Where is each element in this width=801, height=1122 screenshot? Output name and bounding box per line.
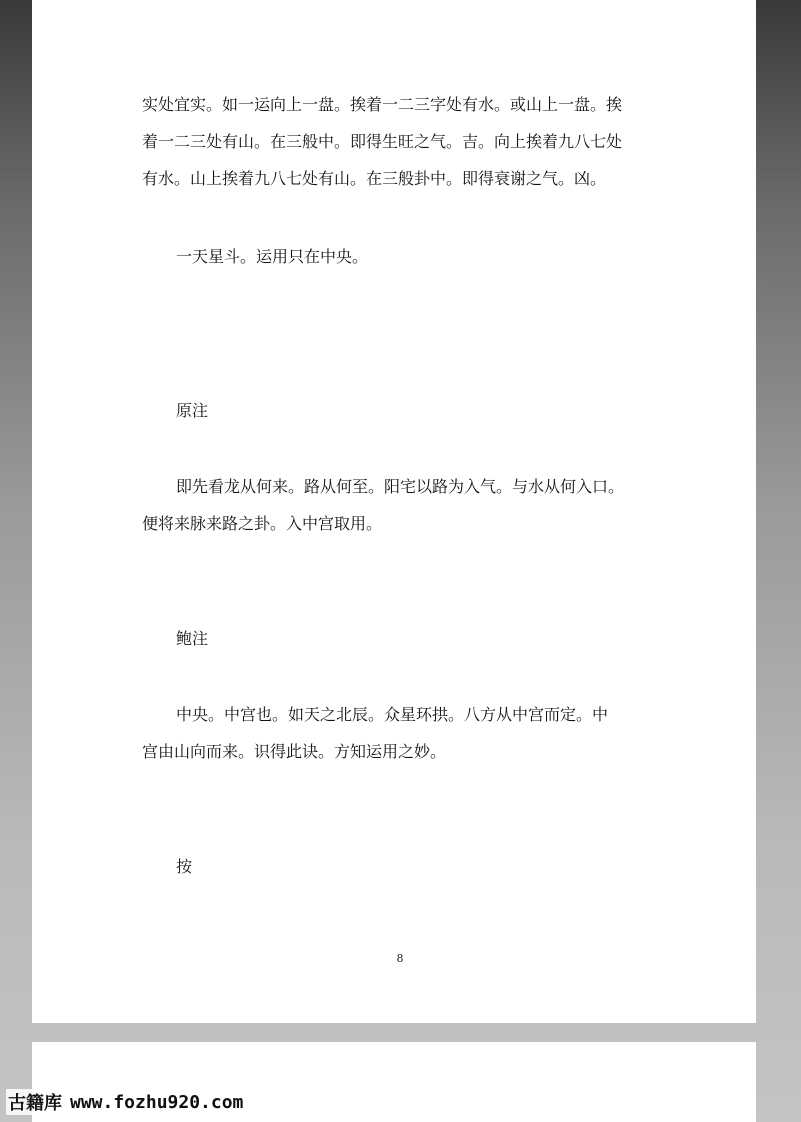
site-watermark bbox=[6, 1089, 245, 1115]
section-heading-baozhu: 鲍注 bbox=[176, 629, 209, 648]
text-line: 便将来脉来路之卦。入中宫取用。 bbox=[142, 514, 383, 533]
watermark-brand: 古籍库 bbox=[8, 1093, 62, 1114]
section-heading-yuanzhu: 原注 bbox=[176, 401, 209, 420]
yuanzhu-paragraph bbox=[142, 468, 662, 542]
text-line: 中央。中宫也。如天之北辰。众星环拱。八方从中宫而定。中 bbox=[176, 705, 609, 724]
page-number: 8 bbox=[396, 952, 404, 965]
section-heading-an: 按 bbox=[176, 857, 193, 876]
text-line: 着一二三处有山。在三般中。即得生旺之气。吉。向上挨着九八七处 bbox=[142, 132, 623, 151]
paragraph-text bbox=[142, 86, 662, 197]
watermark-url: www.fozhu920.com bbox=[70, 1091, 244, 1113]
text-line: 即先看龙从何来。路从何至。阳宅以路为入气。与水从何入口。 bbox=[176, 477, 625, 496]
text-line: 宫由山向而来。识得此诀。方知运用之妙。 bbox=[142, 742, 447, 761]
baozhu-paragraph bbox=[142, 696, 662, 770]
text-line: 有水。山上挨着九八七处有山。在三般卦中。即得衰谢之气。凶。 bbox=[142, 169, 607, 188]
text-line: 实处宜实。如一运向上一盘。挨着一二三字处有水。或山上一盘。挨 bbox=[142, 95, 623, 114]
verse-line: 一天星斗。运用只在中央。 bbox=[176, 247, 369, 266]
